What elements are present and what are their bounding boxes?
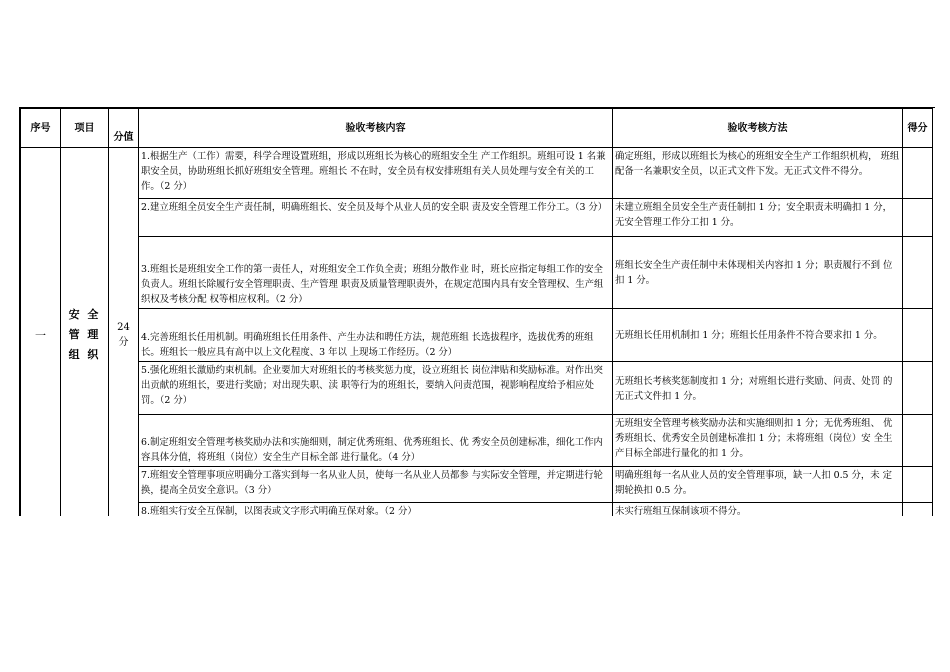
- content-cell: 5.强化班组长激励约束机制。企业要加大对班组长的考核奖惩力度，设立班组长 岗位津贴和奖励标准。对作出突出贡献的班组长，要进行奖励；对出现失职、渎 职等行为的班组长，要纳入问责范围，视影响程度给予相应处罚。（2 分）: [139, 362, 613, 415]
- table-row: [21, 309, 933, 362]
- evaluation-table: [20, 108, 933, 516]
- method-cell: 无班组安全管理考核奖励办法和实施细则扣 1 分；无优秀班组、 优秀班组长、优秀安全员创建标准扣 1 分；未将班组（岗位）安 全生产目标全部进行量化的扣 1 分。: [613, 415, 903, 467]
- method-cell: 无班组长考核奖惩制度扣 1 分；对班组长进行奖励、问责、处罚 的无正式文件扣 1 分。: [613, 362, 903, 415]
- result-cell[interactable]: [903, 309, 933, 362]
- table-row: [21, 415, 933, 467]
- method-cell: 确定班组，形成以班组长为核心的班组安全生产工作组织机构， 班组配备一名兼职安全员，以正式文件下发。无正式文件不得分。: [613, 148, 903, 199]
- content-cell: 1.根据生产（工作）需要，科学合理设置班组，形成以班组长为核心的班组安全生 产工作组织。班组可设 1 名兼职安全员，协助班组长抓好班组安全管理。班组长 不在时，安全员有权安排班组有关人员处理与安全有关的工作。（2 分）: [139, 148, 613, 199]
- content-cell: 8.班组实行安全互保制，以图表或文字形式明确互保对象。（2 分）: [139, 503, 613, 517]
- header-score: 分值: [109, 109, 139, 148]
- result-cell[interactable]: [903, 362, 933, 415]
- result-cell[interactable]: [903, 467, 933, 503]
- evaluation-sheet: [19, 107, 935, 516]
- content-cell: 3.班组长是班组安全工作的第一责任人，对班组安全工作负全责；班组分散作业 时，班长应指定每组工作的安全负责人。班组长除履行安全管理职责、生产管理 职责及质量管理职责外，在规定范围内具有安全管理权、生产组织权及考核分配 权等相应权利。（2 分）: [139, 237, 613, 309]
- header-method: 验收考核方法: [613, 109, 903, 148]
- result-cell[interactable]: [903, 237, 933, 309]
- project-line: 安 全: [68, 308, 101, 321]
- result-cell[interactable]: [903, 199, 933, 237]
- section-score: 24 分: [109, 148, 139, 517]
- method-cell: 班组长安全生产责任制中未体现相关内容扣 1 分；职责履行不到 位扣 1 分。: [613, 237, 903, 309]
- method-cell: 无班组长任用机制扣 1 分；班组长任用条件不符合要求扣 1 分。: [613, 309, 903, 362]
- project-line: 管 理: [68, 328, 101, 341]
- section-project: [61, 148, 109, 517]
- header-seq: 序号: [21, 109, 61, 148]
- method-cell: 明确班组每一名从业人员的安全管理事项，缺一人扣 0.5 分，未 定期轮换扣 0.5 分。: [613, 467, 903, 503]
- table-row: [21, 503, 933, 517]
- table-row: [21, 362, 933, 415]
- content-cell: 2.建立班组全员安全生产责任制，明确班组长、安全员及每个从业人员的安全职 责及安全管理工作分工。（3 分）: [139, 199, 613, 237]
- header-result: 得分: [903, 109, 933, 148]
- project-line: 组 织: [68, 348, 101, 361]
- header-content: 验收考核内容: [139, 109, 613, 148]
- header-row: [21, 109, 933, 148]
- header-project: 项目: [61, 109, 109, 148]
- content-cell: 6.制定班组安全管理考核奖励办法和实施细则，制定优秀班组、优秀班组长、优 秀安全员创建标准，细化工作内容具体分值，将班组（岗位）安全生产目标全部 进行量化。（4 分）: [139, 415, 613, 467]
- table-row: [21, 148, 933, 199]
- method-cell: 未实行班组互保制该项不得分。: [613, 503, 903, 517]
- result-cell[interactable]: [903, 503, 933, 517]
- method-cell: 未建立班组全员安全生产责任制扣 1 分；安全职责未明确扣 1 分， 无安全管理工作分工扣 1 分。: [613, 199, 903, 237]
- result-cell[interactable]: [903, 148, 933, 199]
- table-row: [21, 199, 933, 237]
- content-cell: 7.班组安全管理事项应明确分工落实到每一名从业人员，使每一名从业人员都参 与实际安全管理，并定期进行轮换，提高全员安全意识。（3 分）: [139, 467, 613, 503]
- content-cell: 4.完善班组长任用机制。明确班组长任用条件、产生办法和聘任方法，规范班组 长选拔程序，选拔优秀的班组长。班组长一般应具有高中以上文化程度、3 年以 上现场工作经历。（2 分）: [139, 309, 613, 362]
- table-row: [21, 467, 933, 503]
- result-cell[interactable]: [903, 415, 933, 467]
- table-row: [21, 237, 933, 309]
- section-seq: 一: [21, 148, 61, 517]
